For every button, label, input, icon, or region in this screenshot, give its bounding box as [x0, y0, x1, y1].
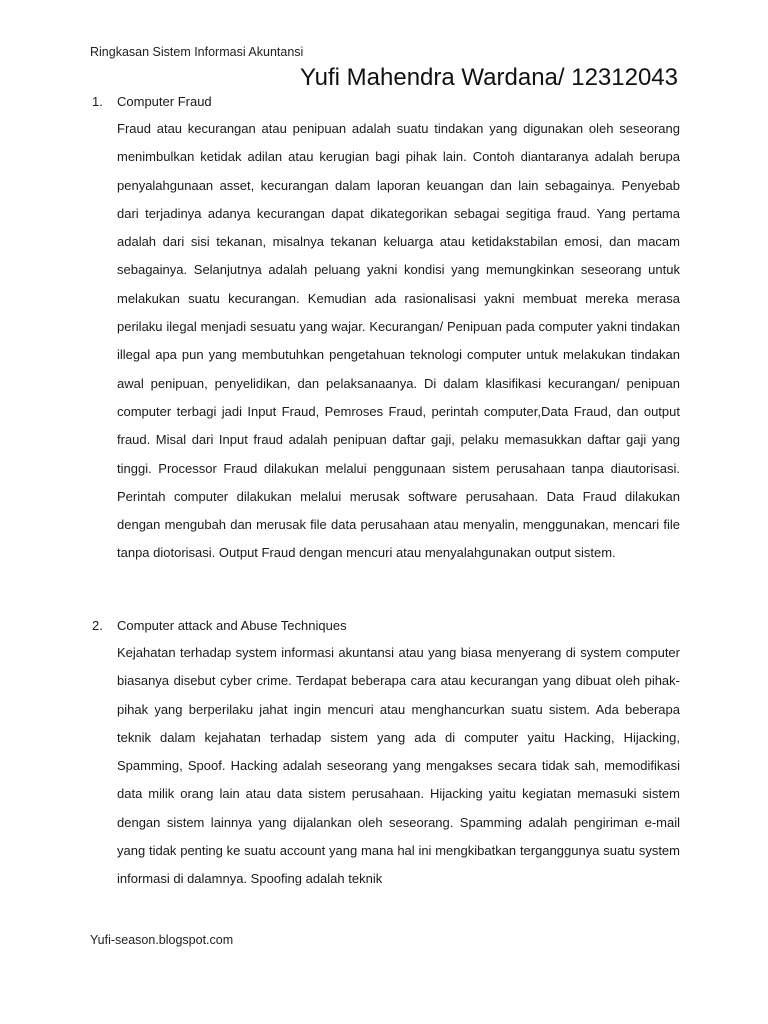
document-title: Ringkasan Sistem Informasi Akuntansi [90, 45, 304, 59]
section-title: Computer attack and Abuse Techniques [117, 618, 347, 633]
section-heading [92, 93, 680, 111]
footer-site-link[interactable]: Yufi-season.blogspot.com [90, 933, 234, 947]
author-line: Yufi Mahendra Wardana/ 12312043 [299, 64, 678, 91]
section-heading [92, 617, 680, 635]
section-computer-attack [92, 617, 680, 894]
section-number: 1. [92, 94, 103, 109]
section-body: Kejahatan terhadap system informasi akuntansi atau yang biasa menyerang di system computer biasanya disebut cyber crime. Terdapat beberapa cara atau kecurangan yang dibuat oleh pihak-pihak yang berperilaku jahat ingin mencuri atau menghancurkan suatu sistem. Ada beberapa teknik dalam kejahatan terhadap sistem yang ada di computer yaitu Hacking, Hijacking, Spamming, Spoof. Hacking adalah seseorang yang mengakses secara tidak sah, memodifikasi data milik orang lain atau data sistem perusahaan. Hijacking yaitu kegiatan memasuki sistem dengan sistem lainnya yang dijalankan oleh seseorang. Spamming adalah pengiriman e-mail yang tidak penting ke suatu account yang mana hal ini mengkibatkan terganggunya suatu system informasi di dalamnya. Spoofing adalah teknik [117, 645, 680, 887]
section-title: Computer Fraud [117, 94, 212, 109]
section-number: 2. [92, 618, 103, 633]
section-body: Fraud atau kecurangan atau penipuan adalah suatu tindakan yang digunakan oleh seseorang menimbulkan ketidak adilan atau kerugian bagi pihak lain. Contoh diantaranya adalah berupa penyalahgunaan asset, kecurangan dalam laporan keuangan dan lain sebagainya. Penyebab dari terjadinya adanya kecurangan dapat dikategorikan sebagai segitiga fraud. Yang pertama adalah dari sisi tekanan, misalnya tekanan keluarga atau ketidakstabilan emosi, dan macam sebagainya. Selanjutnya adalah peluang yakni kondisi yang memungkinkan seseorang untuk melakukan suatu kecurangan. Kemudian ada rasionalisasi yakni membuat mereka merasa perilaku ilegal menjadi sesuatu yang wajar. Kecurangan/ Penipuan pada computer yakni tindakan illegal apa pun yang membutuhkan pengetahuan teknologi computer untuk melakukan tindakan awal penipuan, penyelidikan, dan pelaksanaanya. Di dalam klasifikasi kecurangan/ penipuan computer terbagi jadi Input Fraud, Pemroses Fraud, perintah computer,Data Fraud, dan output fraud. Misal dari Input fraud adalah penipuan daftar gaji, pelaku memasukkan daftar gaji yang tinggi. Processor Fraud dilakukan melalui penggunaan sistem perusahaan tanpa diautorisasi. Perintah computer dilakukan melalui merusak software perusahaan. Data Fraud dilakukan dengan mengubah dan merusak file data perusahaan atau menyalin, menggunakan, mencari file tanpa diotorisasi. Output Fraud dengan mencuri atau menyalahgunakan output sistem. [117, 121, 680, 561]
section-computer-fraud [92, 93, 680, 568]
